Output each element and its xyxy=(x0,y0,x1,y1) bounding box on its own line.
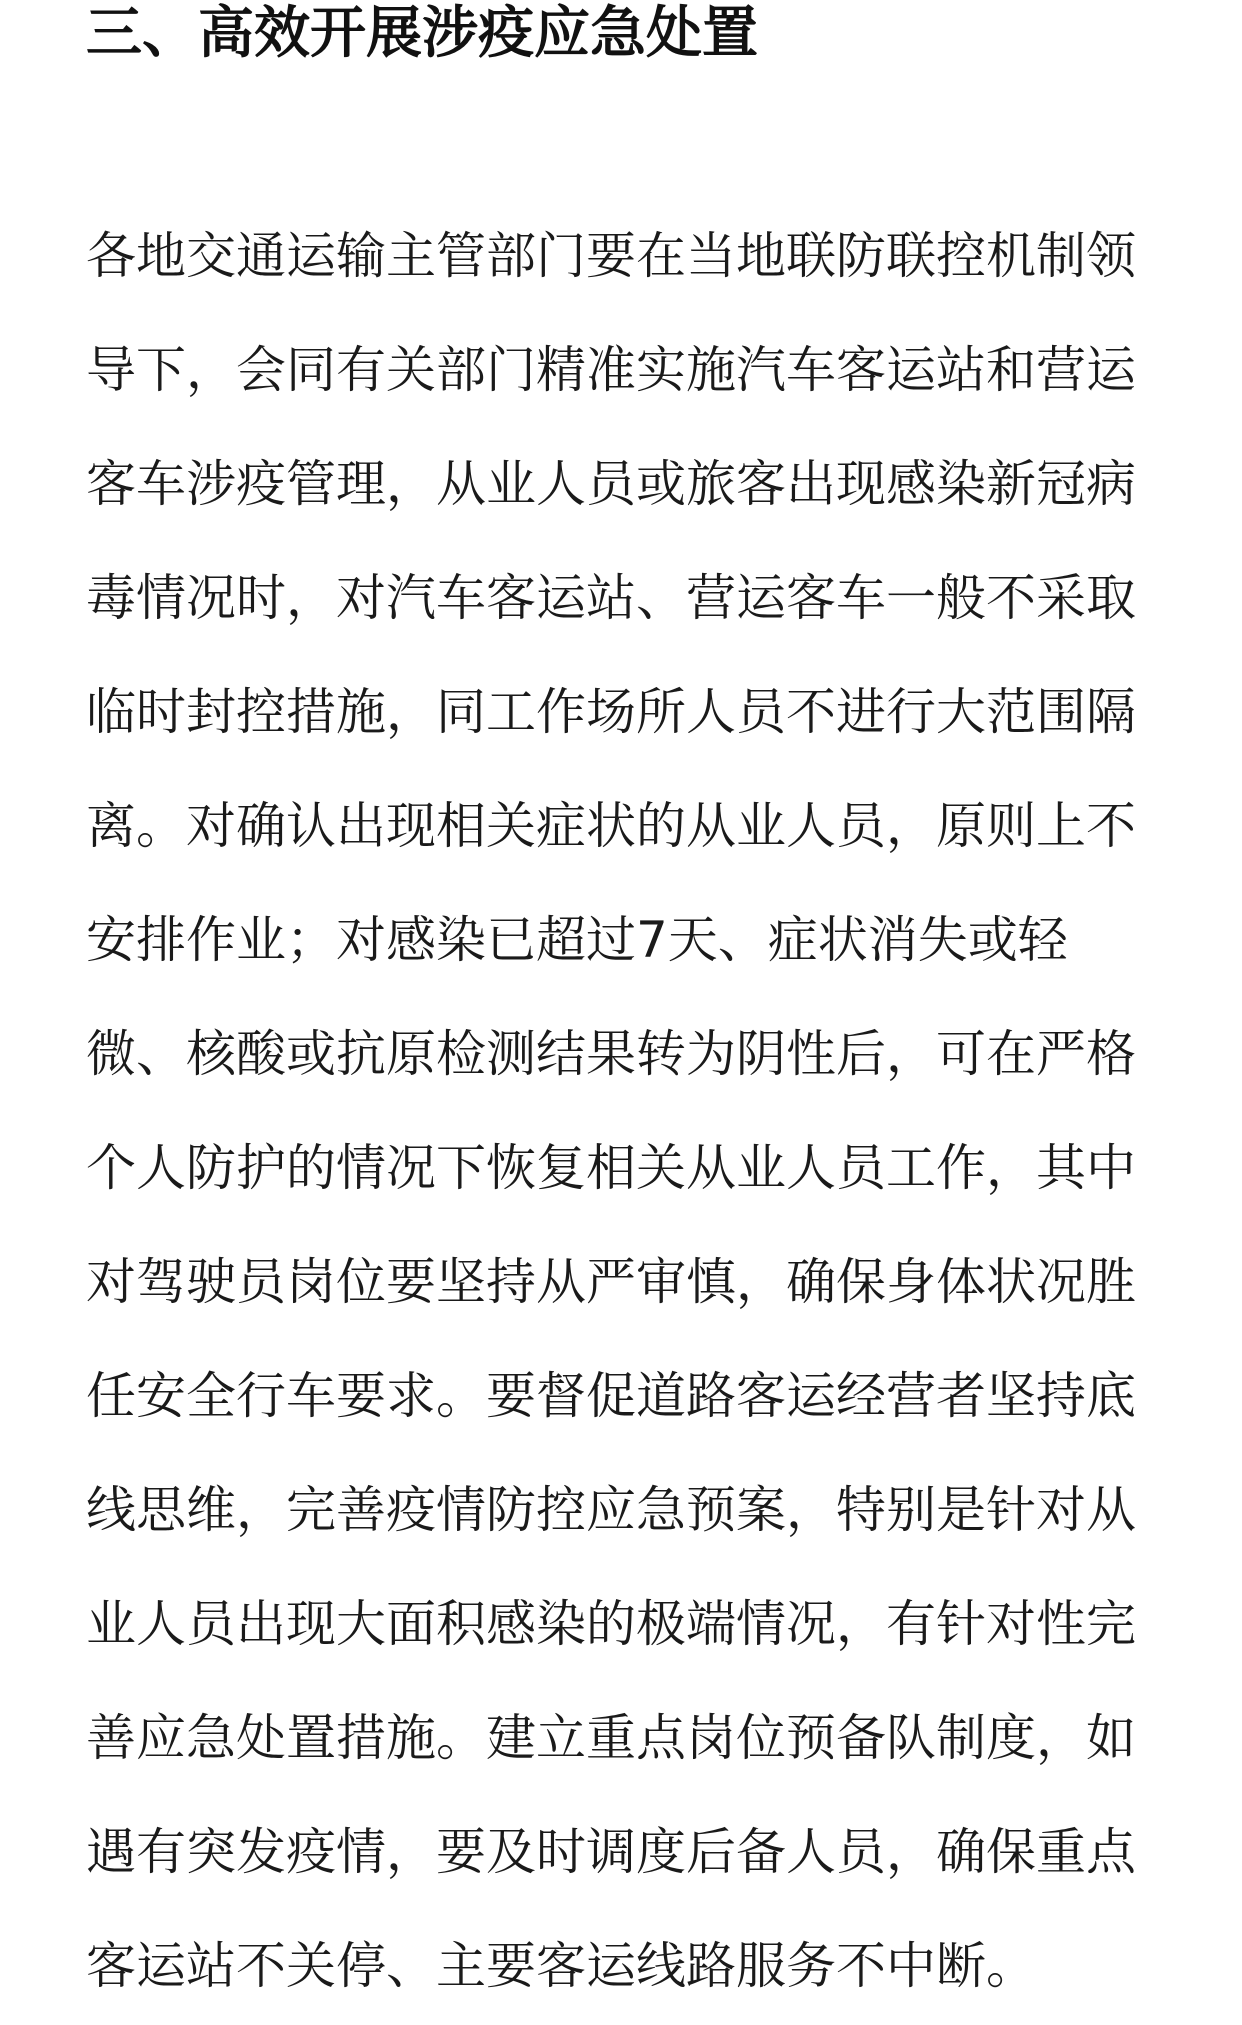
paragraph-line: 各地交通运输主管部门要在当地联防联控机制领 xyxy=(86,227,1136,285)
paragraph-line: 线思维，完善疫情防控应急预案，特别是针对从 xyxy=(86,1481,1136,1539)
paragraph-line: 业人员出现大面积感染的极端情况，有针对性完 xyxy=(86,1595,1136,1653)
paragraph-line: 个人防护的情况下恢复相关从业人员工作，其中 xyxy=(86,1139,1136,1197)
paragraph-line: 遇有突发疫情，要及时调度后备人员，确保重点 xyxy=(86,1823,1136,1881)
paragraph-line: 客运站不关停、主要客运线路服务不中断。 xyxy=(86,1937,1036,1995)
paragraph-line: 对驾驶员岗位要坚持从严审慎，确保身体状况胜 xyxy=(86,1253,1136,1311)
paragraph-line: 离。对确认出现相关症状的从业人员，原则上不 xyxy=(86,797,1136,855)
paragraph-line: 善应急处置措施。建立重点岗位预备队制度，如 xyxy=(86,1709,1136,1767)
paragraph-line: 临时封控措施，同工作场所人员不进行大范围隔 xyxy=(86,683,1136,741)
paragraph-line: 微、核酸或抗原检测结果转为阴性后，可在严格 xyxy=(86,1025,1136,1083)
paragraph-line: 安排作业；对感染已超过7天、症状消失或轻 xyxy=(86,911,1068,969)
paragraph-line: 导下，会同有关部门精准实施汽车客运站和营运 xyxy=(86,341,1136,399)
paragraph-line: 客车涉疫管理，从业人员或旅客出现感染新冠病 xyxy=(86,455,1136,513)
paragraph-line: 毒情况时，对汽车客运站、营运客车一般不采取 xyxy=(86,569,1136,627)
paragraph-line: 任安全行车要求。要督促道路客运经营者坚持底 xyxy=(86,1367,1136,1425)
section-heading: 三、高效开展涉疫应急处置 xyxy=(86,1,758,66)
body-paragraph xyxy=(86,199,1166,2023)
